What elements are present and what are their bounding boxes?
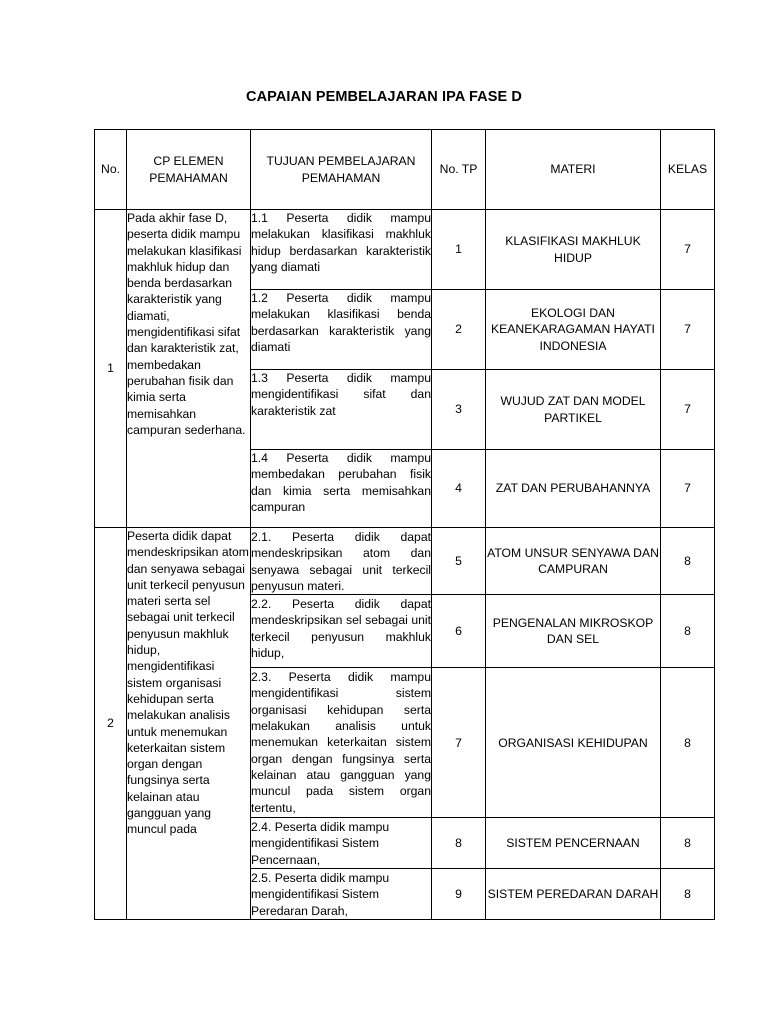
materi-text: ZAT DAN PERUBAHANNYA [486, 450, 661, 528]
tp-text: 2.4. Peserta didik mampu mengidentifikasi Sistem Pencernaan, [251, 818, 432, 869]
table-row [95, 210, 715, 290]
tp-number: 8 [432, 818, 486, 869]
tp-text: 1.2 Peserta didik mampu melakukan klasifikasi benda berdasarkan karakteristik yang diamati [251, 290, 432, 370]
header-materi: MATERI [486, 130, 661, 210]
header-no-tp: No. TP [432, 130, 486, 210]
cp-element-text: Pada akhir fase D, peserta didik mampu melakukan klasifikasi makhluk hidup dan benda berdasarkan karakteristik yang diamati, mengidentifikasi sifat dan karakteristik zat, membedakan perubahan fisik dan kimia serta memisahkan campuran sederhana. [127, 210, 251, 528]
kelas-value: 8 [661, 528, 715, 595]
tp-text: 2.3. Peserta didik mampu mengidentifikasi sistem organisasi kehidupan serta melakukan analisis untuk menemukan keterkaitan sistem organ dengan fungsinya serta kelainan atau gangguan yang muncul pada sistem organ tertentu, [251, 668, 432, 818]
kelas-value: 7 [661, 370, 715, 450]
document-title: CAPAIAN PEMBELAJARAN IPA FASE D [246, 89, 522, 105]
cp-element-text: Peserta didik dapat mendeskripsikan atom dan senyawa sebagai unit terkecil penyusun materi serta sel sebagai unit terkecil penyusun makhluk hidup, mengidentifikasi sistem organisasi kehidupan serta melakukan analisis untuk menemukan keterkaitan sistem organ dengan fungsinya serta kelainan atau gangguan yang muncul pada [127, 528, 251, 920]
materi-text: SISTEM PENCERNAAN [486, 818, 661, 869]
tp-text: 2.1. Peserta didik dapat mendeskripsikan atom dan senyawa sebagai unit terkecil penyusun materi. [251, 528, 432, 595]
tp-number: 3 [432, 370, 486, 450]
header-cp: CP ELEMEN PEMAHAMAN [127, 130, 251, 210]
materi-text: KLASIFIKASI MAKHLUK HIDUP [486, 210, 661, 290]
tp-number: 2 [432, 290, 486, 370]
materi-text: EKOLOGI DAN KEANEKARAGAMAN HAYATI INDONESIA [486, 290, 661, 370]
cp-table [94, 129, 715, 920]
tp-text: 1.1 Peserta didik mampu melakukan klasifikasi makhluk hidup berdasarkan karakteristik yang diamati [251, 210, 432, 290]
kelas-value: 7 [661, 210, 715, 290]
tp-text: 1.4 Peserta didik mampu membedakan perubahan fisik dan kimia serta memisahkan campuran [251, 450, 432, 528]
materi-text: ORGANISASI KEHIDUPAN [486, 668, 661, 818]
tp-number: 4 [432, 450, 486, 528]
kelas-value: 8 [661, 595, 715, 668]
kelas-value: 7 [661, 290, 715, 370]
materi-text: PENGENALAN MIKROSKOP DAN SEL [486, 595, 661, 668]
materi-text: ATOM UNSUR SENYAWA DAN CAMPURAN [486, 528, 661, 595]
kelas-value: 7 [661, 450, 715, 528]
tp-number: 7 [432, 668, 486, 818]
kelas-value: 8 [661, 869, 715, 920]
materi-text: SISTEM PEREDARAN DARAH [486, 869, 661, 920]
tp-number: 6 [432, 595, 486, 668]
tp-number: 1 [432, 210, 486, 290]
tp-text: 2.5. Peserta didik mampu mengidentifikasi Sistem Peredaran Darah, [251, 869, 432, 920]
header-no: No. [95, 130, 127, 210]
group-number: 1 [95, 210, 127, 528]
materi-text: WUJUD ZAT DAN MODEL PARTIKEL [486, 370, 661, 450]
header-tp: TUJUAN PEMBELAJARAN PEMAHAMAN [251, 130, 432, 210]
tp-text: 1.3 Peserta didik mampu mengidentifikasi sifat dan karakteristik zat [251, 370, 432, 450]
table-row [95, 528, 715, 595]
header-kelas: KELAS [661, 130, 715, 210]
group-number: 2 [95, 528, 127, 920]
tp-number: 9 [432, 869, 486, 920]
kelas-value: 8 [661, 668, 715, 818]
table-header-row [95, 130, 715, 210]
kelas-value: 8 [661, 818, 715, 869]
tp-text: 2.2. Peserta didik dapat mendeskripsikan sel sebagai unit terkecil penyusun makhluk hidup, [251, 595, 432, 668]
tp-number: 5 [432, 528, 486, 595]
